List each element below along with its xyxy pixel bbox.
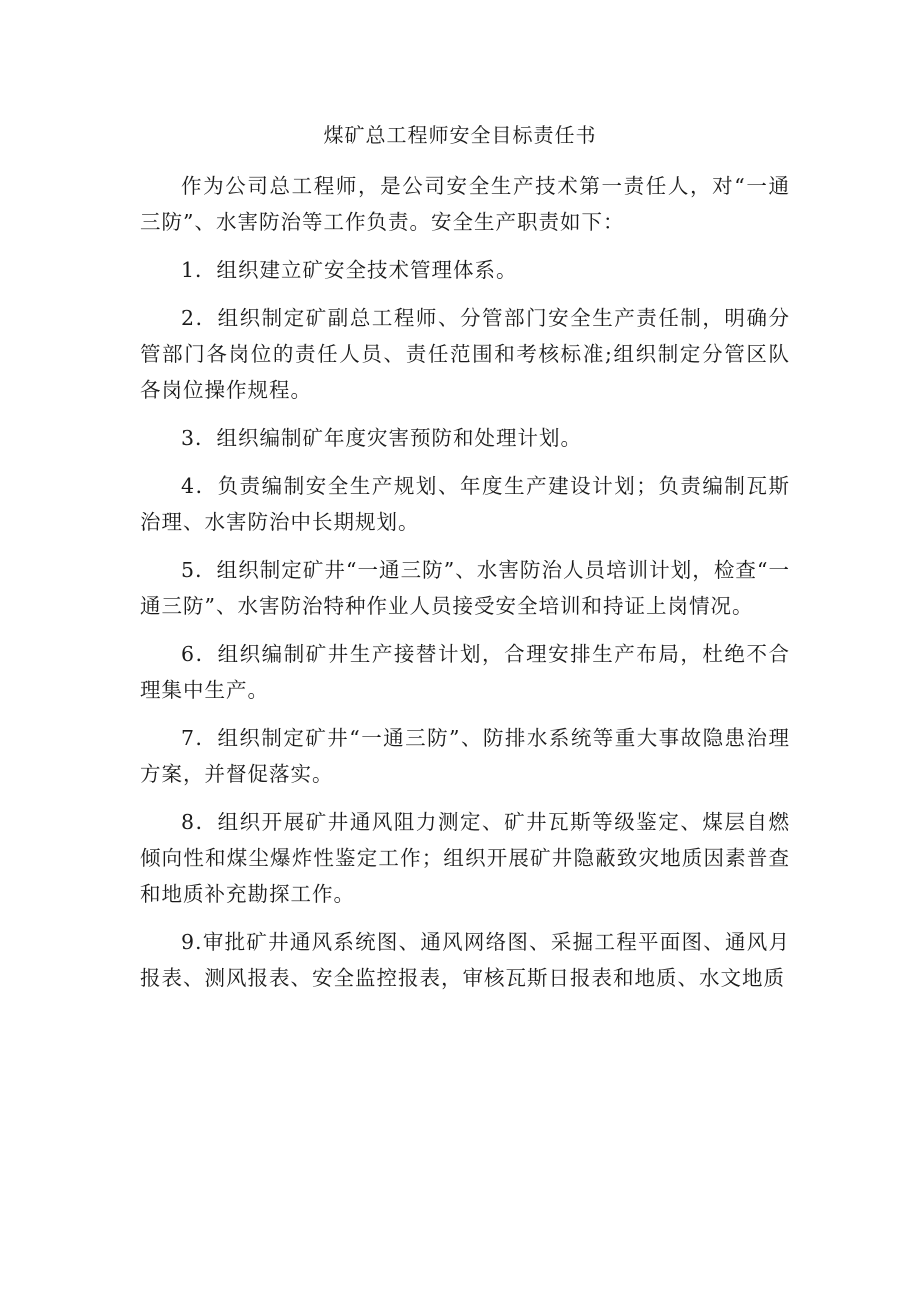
- duty-item-9: 9.审批矿井通风系统图、通风网络图、采掘工程平面图、通风月报表、测风报表、安全监控报表，审核瓦斯日报表和地质、水文地质: [140, 930, 790, 990]
- duty-item-5: 5．组织制定矿井“一通三防”、水害防治人员培训计划，检查“一通三防”、水害防治特种作业人员接受安全培训和持证上岗情况。: [140, 558, 790, 618]
- intro-paragraph: 作为公司总工程师，是公司安全生产技术第一责任人，对“一通三防”、水害防治等工作负责。安全生产职责如下：: [140, 174, 790, 234]
- document-body: [140, 168, 790, 1008]
- duty-item-3: 3．组织编制矿年度灾害预防和处理计划。: [181, 426, 583, 450]
- duty-item-8: 8．组织开展矿井通风阻力测定、矿井瓦斯等级鉴定、煤层自燃倾向性和煤尘爆炸性鉴定工作；组织开展矿井隐蔽致灾地质因素普查和地质补充勘探工作。: [140, 810, 790, 906]
- duty-item-4: 4．负责编制安全生产规划、年度生产建设计划；负责编制瓦斯治理、水害防治中长期规划。: [140, 474, 790, 534]
- duty-item-6: 6．组织编制矿井生产接替计划，合理安排生产布局，杜绝不合理集中生产。: [140, 642, 790, 702]
- duty-item-7: 7．组织制定矿井“一通三防”、防排水系统等重大事故隐患治理方案，并督促落实。: [140, 726, 790, 786]
- duty-item-2: 2．组织制定矿副总工程师、分管部门安全生产责任制，明确分管部门各岗位的责任人员、责任范围和考核标准;组织制定分管区队各岗位操作规程。: [140, 306, 790, 402]
- duty-item-1: 1．组织建立矿安全技术管理体系。: [181, 258, 518, 282]
- document-title: 煤矿总工程师安全目标责任书: [323, 123, 597, 147]
